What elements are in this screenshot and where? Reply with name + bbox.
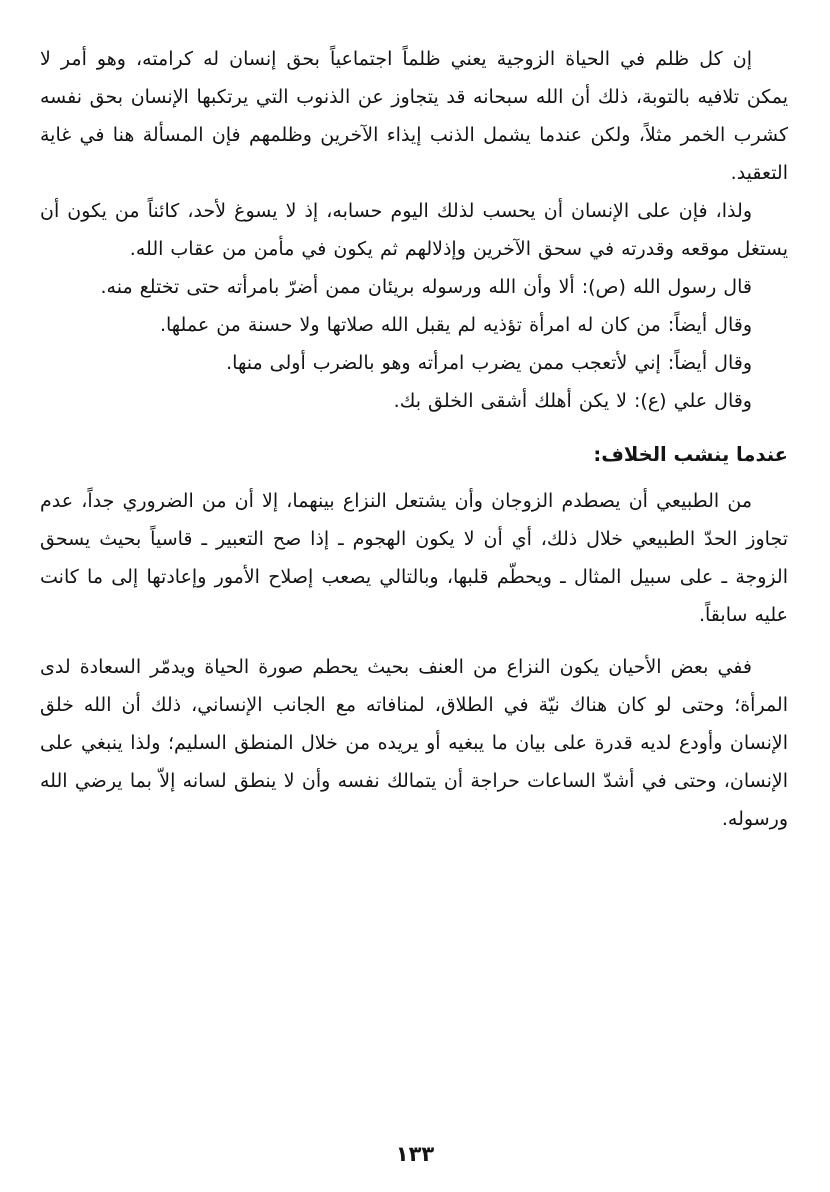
paragraph-hadith-prophet-2: وقال أيضاً: من كان له امرأة تؤذيه لم يقبل الله صلاتها ولا حسنة من عملها. bbox=[159, 314, 752, 336]
paragraph-conflict-consequences: ففي بعض الأحيان يكون النزاع من العنف بحيث يحطم صورة الحياة ويدمّر السعادة لدى المرأة؛ وحتى لو كان هناك نيّة في الطلاق، لمنافاته مع الجانب الإنساني، ذلك أن الله خلق الإنسان وأودع لديه قدرة على بيان ما يبغيه أو يريده من خلال المنطق السليم؛ ولذا ينبغي على الإنسان، وحتى في أشدّ الساعات حراجة أن يتمالك نفسه وأن لا ينطق لسانه إلاّ بما يرضي الله ورسوله. bbox=[40, 656, 788, 830]
section-heading: عندما ينشب الخلاف: bbox=[593, 443, 788, 466]
paragraph-hadith-ali: وقال علي (ع): لا يكن أهلك أشقى الخلق بك. bbox=[393, 390, 752, 412]
paragraph-conflict-nature: من الطبيعي أن يصطدم الزوجان وأن يشتعل النزاع بينهما، إلا أن من الضروري جداً، عدم تجاوز الحدّ الطبيعي خلال ذلك، أي أن لا يكون الهجوم ـ إذا صح التعبير ـ قاسياً بحيث يسحق الزوجة ـ على سبيل المثال ـ ويحطّم قلبها، وبالتالي يصعب إصلاح الأمور وإعادتها إلى ما كانت عليه سابقاً. bbox=[40, 490, 788, 626]
paragraph-hadith-prophet-3: وقال أيضاً: إني لأتعجب ممن يضرب امرأته وهو بالضرب أولى منها. bbox=[226, 352, 752, 374]
body-text bbox=[40, 40, 788, 838]
page-number: ١٣٣ bbox=[395, 1142, 435, 1166]
paragraph-hadith-prophet-1: قال رسول الله (ص): ألا وأن الله ورسوله بريئان ممن أضرّ بامرأته حتى تختلع منه. bbox=[100, 276, 752, 298]
paragraph-injustice-intro: إن كل ظلم في الحياة الزوجية يعني ظلماً اجتماعياً بحق إنسان له كرامته، وهو أمر لا يمكن تلافيه بالتوبة، ذلك أن الله سبحانه قد يتجاوز عن الذنوب التي يرتكبها الإنسان بحق نفسه كشرب الخمر مثلاً، ولكن عندما يشمل الذنب إيذاء الآخرين وظلمهم فإن المسألة هنا في غاية التعقيد. bbox=[40, 48, 788, 184]
paragraph-accountability: ولذا، فإن على الإنسان أن يحسب لذلك اليوم حسابه، إذ لا يسوغ لأحد، كائناً من يكون أن يستغل موقعه وقدرته في سحق الآخرين وإذلالهم ثم يكون في مأمن من عقاب الله. bbox=[40, 200, 788, 260]
